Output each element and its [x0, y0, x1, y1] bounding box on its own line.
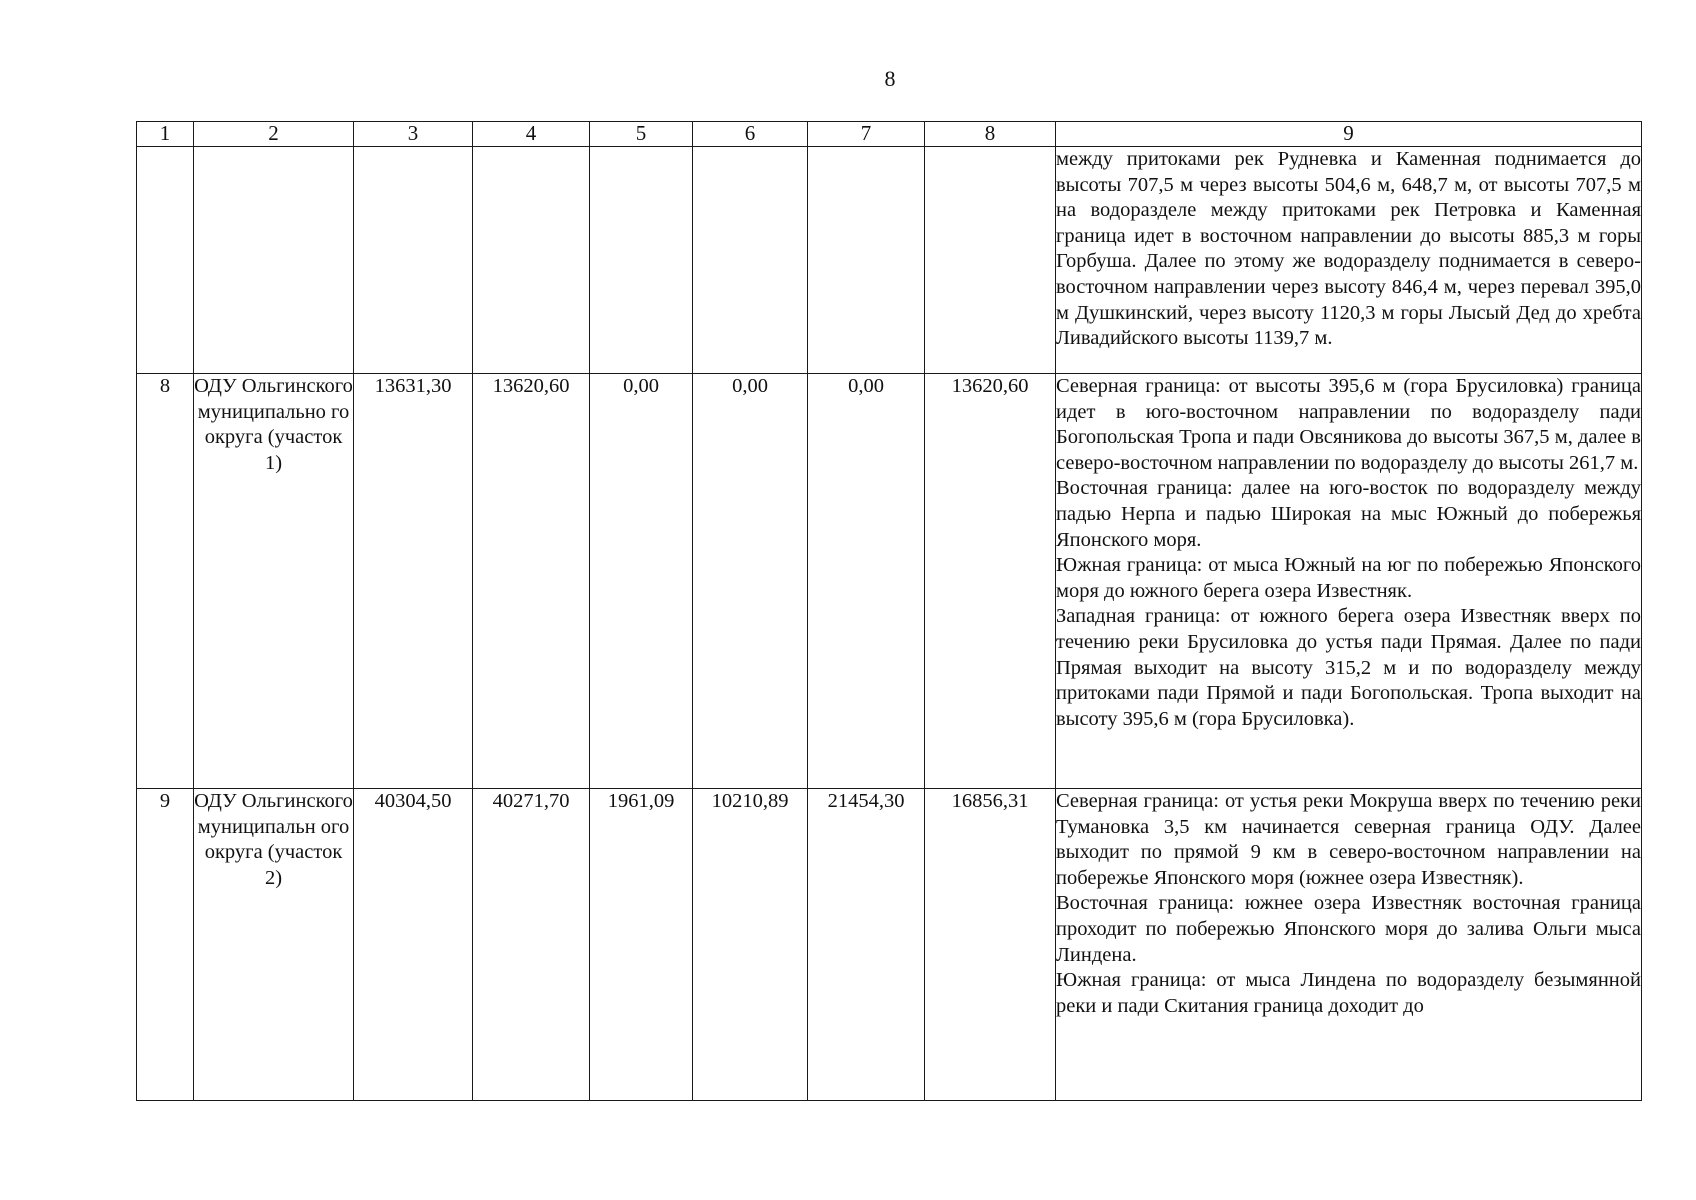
row-number: 8: [137, 374, 194, 789]
southern-boundary: Южная граница: от мыса Линдена по водоразделу безымянной реки и пади Скитания граница доходит до: [1056, 969, 1641, 1017]
cell-empty: [137, 147, 194, 374]
cell-empty: [590, 147, 693, 374]
cell-col-8: 16856,31: [925, 789, 1056, 1101]
cell-col-4: 40271,70: [473, 789, 590, 1101]
boundary-description: [1056, 789, 1642, 1101]
cell-empty: [693, 147, 808, 374]
cell-col-8: 13620,60: [925, 374, 1056, 789]
cell-col-5: 1961,09: [590, 789, 693, 1101]
area-name: ОДУ Ольгинского муниципально го округа (участок 1): [194, 374, 354, 789]
table-row: [137, 374, 1642, 789]
row-number: 9: [137, 789, 194, 1101]
header-col-1: 1: [137, 122, 194, 147]
cell-empty: [194, 147, 354, 374]
southern-boundary: Южная граница: от мыса Южный на юг по побережью Японского моря до южного берега озера Известняк.: [1056, 554, 1641, 602]
cell-col-7: 0,00: [808, 374, 925, 789]
eastern-boundary: Восточная граница: южнее озера Известняк восточная граница проходит по побережью Японского моря до залива Ольги мыса Линдена.: [1056, 892, 1641, 966]
header-col-6: 6: [693, 122, 808, 147]
header-col-9: 9: [1056, 122, 1642, 147]
page-number: 8: [884, 66, 896, 91]
cell-empty: [473, 147, 590, 374]
area-name: ОДУ Ольгинского муниципальн ого округа (участок 2): [194, 789, 354, 1101]
header-col-7: 7: [808, 122, 925, 147]
header-col-2: 2: [194, 122, 354, 147]
hunting-grounds-table: [136, 121, 1642, 1101]
header-col-5: 5: [590, 122, 693, 147]
boundary-description: [1056, 147, 1642, 374]
header-row: [137, 122, 1642, 147]
cell-col-3: 13631,30: [354, 374, 473, 789]
cell-col-6: 0,00: [693, 374, 808, 789]
northern-boundary: Северная граница: от высоты 395,6 м (гора Брусиловка) граница идет в юго-восточном направлении по водоразделу пади Богопольская Тропа и пади Овсяникова до высоты 367,5 м, далее в северо-восточном направлении по водоразделу до высоты 261,7 м.: [1056, 375, 1641, 474]
cell-col-5: 0,00: [590, 374, 693, 789]
cell-col-7: 21454,30: [808, 789, 925, 1101]
boundary-paragraph: между притоками рек Рудневка и Каменная поднимается до высоты 707,5 м через высоты 504,6 м, 648,7 м, от высоты 707,5 м на водоразделе между притоками рек Петровка и Каменная граница идет в восточном направлении до высоты 885,3 м горы Горбуша. Далее по этому же водоразделу поднимается в северо-восточном направлении через высоту 846,4 м, через перевал 395,0 м Душкинский, через высоту 1120,3 м горы Лысый Дед до хребта Ливадийского высоты 1139,7 м.: [1056, 148, 1641, 350]
cell-empty: [925, 147, 1056, 374]
boundary-description: [1056, 374, 1642, 789]
cell-empty: [354, 147, 473, 374]
header-col-3: 3: [354, 122, 473, 147]
cell-col-6: 10210,89: [693, 789, 808, 1101]
table-row-continuation: [137, 147, 1642, 374]
header-col-8: 8: [925, 122, 1056, 147]
table-row: [137, 789, 1642, 1101]
western-boundary: Западная граница: от южного берега озера Известняк вверх по течению реки Брусиловка до устья пади Прямая. Далее по пади Прямая выходит на высоту 315,2 м и по водоразделу между притоками пади Прямой и пади Богопольская. Тропа выходит на высоту 395,6 м (гора Брусиловка).: [1056, 605, 1641, 730]
cell-empty: [808, 147, 925, 374]
cell-col-4: 13620,60: [473, 374, 590, 789]
cell-col-3: 40304,50: [354, 789, 473, 1101]
header-col-4: 4: [473, 122, 590, 147]
northern-boundary: Северная граница: от устья реки Мокруша вверх по течению реки Тумановка 3,5 км начинается северная граница ОДУ. Далее выходит по прямой 9 км в северо-восточном направлении на побережье Японского моря (южнее озера Известняк).: [1056, 790, 1641, 889]
eastern-boundary: Восточная граница: далее на юго-восток по водоразделу между падью Нерпа и падью Широкая на мыс Южный до побережья Японского моря.: [1056, 477, 1641, 551]
